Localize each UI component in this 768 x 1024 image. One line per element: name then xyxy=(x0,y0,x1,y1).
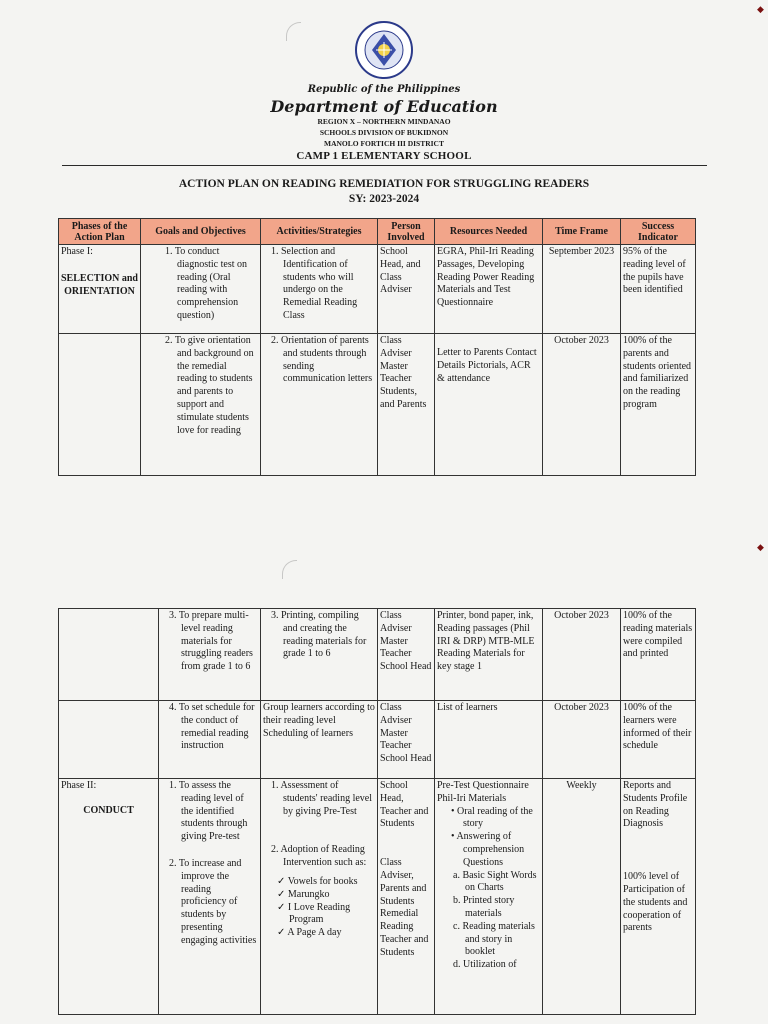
table-row xyxy=(59,334,696,476)
indicator-cell: 100% of the parents and students oriented and familiarized on the reading program xyxy=(621,334,696,476)
list-item-text: Printed story materials xyxy=(463,895,515,919)
phase-cell xyxy=(59,334,141,476)
goal-text xyxy=(161,858,258,948)
goal-cell xyxy=(159,779,261,1015)
resources-text: Pre-Test Questionnaire Phil-Iri Materials xyxy=(437,780,529,804)
persons-cell: School Head, and Class Adviser xyxy=(378,245,435,334)
activity-cell xyxy=(261,334,378,476)
paper-crease xyxy=(286,22,301,41)
district-line: MANOLO FORTICH III DISTRICT xyxy=(324,139,444,148)
action-plan-table-part1 xyxy=(58,218,696,476)
school-year: SY: 2023-2024 xyxy=(348,193,420,205)
action-plan-table-part2 xyxy=(58,608,696,1015)
intervention-list xyxy=(263,876,375,940)
activity-description: Assessment of students' reading level by giving Pre-Test xyxy=(280,780,372,817)
phase-cell xyxy=(59,779,159,1015)
list-item-text: Answering of comprehension Questions xyxy=(456,831,525,868)
table-row xyxy=(59,245,696,334)
goal-description: To increase and improve the reading proficiency of students by presenting engaging activities xyxy=(178,857,257,946)
resources-cell xyxy=(435,779,543,1015)
activity-text xyxy=(263,610,375,661)
goal-cell xyxy=(159,701,261,779)
activity-text xyxy=(263,780,375,818)
indicator-cell: 100% of the reading materials were compiled and printed xyxy=(621,609,696,701)
division-line: SCHOOLS DIVISION OF BUKIDNON xyxy=(319,128,449,137)
goal-number: 2. xyxy=(169,857,177,869)
activity-description: Selection and Identification of students who will undergo on the Remedial Reading Class xyxy=(281,246,358,321)
list-item-text: Utilization of xyxy=(463,959,517,971)
indicator-cell: 100% of the learners were informed of their schedule xyxy=(621,701,696,779)
goal-description: To assess the reading level of the identified students through giving Pre-test xyxy=(178,780,248,843)
persons-text: School Head, Teacher and Students xyxy=(380,780,429,830)
time-cell: October 2023 xyxy=(543,701,621,779)
header-time-frame: Time Frame xyxy=(543,219,621,245)
deped-seal-logo xyxy=(354,20,414,80)
indicator-cell: 95% of the reading level of the pupils have been identified xyxy=(621,245,696,334)
resources-cell: List of learners xyxy=(435,701,543,779)
goal-cell xyxy=(141,245,261,334)
goal-description: To prepare multi-level reading materials for struggling readers from grade 1 to 6 xyxy=(178,610,253,673)
list-item xyxy=(451,921,540,959)
goal-text xyxy=(161,702,258,753)
list-item: ✓ I Love Reading Program xyxy=(277,901,351,926)
list-item-text: Basic Sight Words on Charts xyxy=(462,869,537,894)
persons-cell: Class Adviser Master Teacher School Head xyxy=(378,701,435,779)
activity-cell xyxy=(261,779,378,1015)
resources-cell xyxy=(435,334,543,476)
indicator-text: Reports and Students Profile on Reading Diagnosis xyxy=(623,780,688,830)
time-cell: September 2023 xyxy=(543,245,621,334)
list-item-text: Marungko xyxy=(287,888,330,900)
list-item: • Answering of comprehension Questions xyxy=(451,831,525,868)
activity-description: Orientation of parents and students through sending communication letters xyxy=(281,335,373,385)
header-resources: Resources Needed xyxy=(435,219,543,245)
goal-description: To conduct diagnostic test on reading (Oral reading with comprehension question) xyxy=(174,246,247,321)
activity-text xyxy=(263,844,375,870)
list-item: ✓ Vowels for books xyxy=(277,875,358,887)
goal-cell xyxy=(141,334,261,476)
table-row xyxy=(59,779,696,1015)
activity-number: 1. xyxy=(271,780,279,791)
goal-number: 2. xyxy=(165,335,173,346)
activity-number: 3. xyxy=(271,610,279,621)
phase-cell xyxy=(59,245,141,334)
goal-number: 1. xyxy=(169,780,177,791)
corner-mark: ◆ xyxy=(757,4,764,14)
header-persons: Person Involved xyxy=(378,219,435,245)
list-item-text: I Love Reading Program xyxy=(287,901,351,926)
activity-text xyxy=(263,246,375,323)
header-success-indicator: Success Indicator xyxy=(621,219,696,245)
list-item-text: Vowels for books xyxy=(287,875,358,887)
phase-cell xyxy=(59,609,159,701)
phase-label: Phase II: xyxy=(61,780,97,791)
persons-cell: Class Adviser Master Teacher Students, and Parents xyxy=(378,334,435,476)
goal-text xyxy=(143,335,258,437)
activity-number: 2. xyxy=(271,335,279,346)
goal-description: To set schedule for the conduct of remedial reading instruction xyxy=(178,702,255,752)
activity-description: Printing, compiling and creating the reading materials for grade 1 to 6 xyxy=(281,610,367,660)
resources-lettered-list xyxy=(437,870,540,972)
goal-number: 3. xyxy=(169,610,177,621)
resources-bullet-list xyxy=(437,806,540,870)
list-letter: d. xyxy=(453,959,461,971)
paper-crease xyxy=(282,560,297,579)
header-divider xyxy=(62,165,707,166)
goal-description: To give orientation and background on the remedial reading to students and parents to support and stimulate students love for reading xyxy=(174,335,254,436)
time-cell: Weekly xyxy=(543,779,621,1015)
list-letter: a. xyxy=(453,869,460,881)
activity-cell xyxy=(261,245,378,334)
goal-text xyxy=(143,246,258,323)
resources-cell: EGRA, Phil-Iri Reading Passages, Developing Reading Power Reading Materials and Test Questionnaire xyxy=(435,245,543,334)
persons-cell: Class Adviser Master Teacher School Head xyxy=(378,609,435,701)
persons-text: Class Adviser, Parents and Students Remedial Reading Teacher and Students xyxy=(380,857,429,958)
activity-number: 1. xyxy=(271,246,279,257)
time-cell: October 2023 xyxy=(543,334,621,476)
activity-text xyxy=(263,335,375,386)
persons-cell xyxy=(378,779,435,1015)
department-name: Department of Education xyxy=(270,97,498,116)
activity-cell xyxy=(261,609,378,701)
phase-name: SELECTION and ORIENTATION xyxy=(61,272,138,297)
activity-number: 2. xyxy=(271,844,279,856)
republic-line: Republic of the Philippines xyxy=(307,84,461,95)
table-row xyxy=(59,609,696,701)
list-letter: c. xyxy=(453,920,460,932)
list-item-text: A Page A day xyxy=(287,927,342,939)
list-item: ✓ A Page A day xyxy=(277,927,342,939)
goal-cell xyxy=(159,609,261,701)
goal-number: 4. xyxy=(169,702,177,713)
list-item xyxy=(451,959,540,972)
indicator-text: 100% level of Participation of the students and cooperation of parents xyxy=(623,871,688,934)
time-cell: October 2023 xyxy=(543,609,621,701)
goal-text xyxy=(161,610,258,674)
phase-label: Phase I: xyxy=(61,246,93,257)
document-title: ACTION PLAN ON READING REMEDIATION FOR STRUGGLING READERS xyxy=(178,178,590,190)
goal-text xyxy=(161,780,258,844)
list-item xyxy=(451,895,540,921)
school-name: CAMP 1 ELEMENTARY SCHOOL xyxy=(296,150,472,162)
header-phases: Phases of the Action Plan xyxy=(59,219,141,245)
list-item-text: Reading materials and story in booklet xyxy=(462,920,535,958)
phase-name: CONDUCT xyxy=(83,804,134,816)
corner-mark: ◆ xyxy=(757,542,764,552)
header-goals: Goals and Objectives xyxy=(141,219,261,245)
resources-text: Letter to Parents Contact Details Pictorials, ACR & attendance xyxy=(437,347,537,384)
resources-cell: Printer, bond paper, ink, Reading passages (Phil IRI & DRP) MTB-MLE Reading Materials for key stage 1 xyxy=(435,609,543,701)
phase-cell xyxy=(59,701,159,779)
table-row xyxy=(59,701,696,779)
list-item: • Oral reading of the story xyxy=(451,805,533,830)
activity-cell: Group learners according to their reading level Scheduling of learners xyxy=(261,701,378,779)
header-activities: Activities/Strategies xyxy=(261,219,378,245)
goal-number: 1. xyxy=(165,246,173,257)
list-item: ✓ Marungko xyxy=(277,888,330,900)
region-line: REGION X – NORTHERN MINDANAO xyxy=(317,117,451,126)
activity-description: Adoption of Reading Intervention such as: xyxy=(280,844,367,869)
list-item xyxy=(451,870,540,896)
list-item-text: Oral reading of the story xyxy=(457,805,533,830)
list-letter: b. xyxy=(453,895,461,907)
indicator-cell xyxy=(621,779,696,1015)
